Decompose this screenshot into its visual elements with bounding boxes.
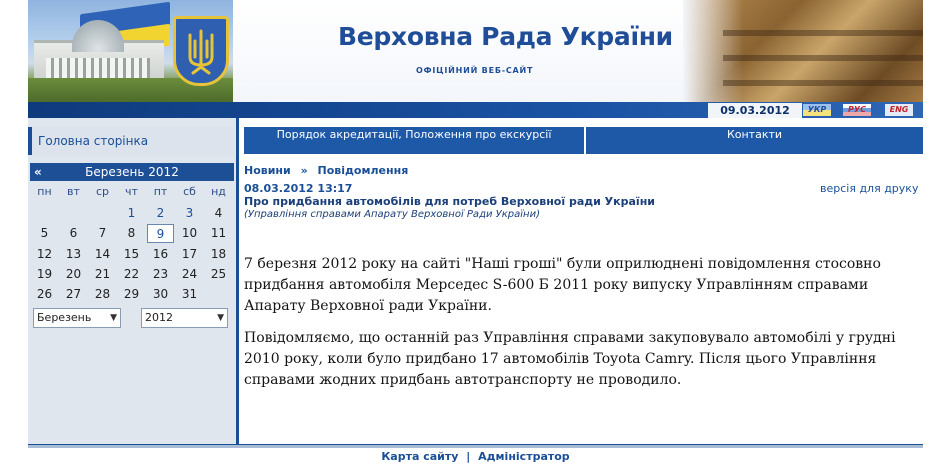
weekday-label: пн <box>37 185 52 198</box>
weekday-label: чт <box>125 185 138 198</box>
calendar-day[interactable]: 6 <box>69 226 78 241</box>
calendar-day[interactable]: 15 <box>123 246 140 261</box>
calendar-grid <box>30 204 234 304</box>
column-divider <box>236 118 239 444</box>
calendar-day[interactable]: 28 <box>94 287 111 302</box>
calendar-day[interactable]: 26 <box>36 287 53 302</box>
calendar-day[interactable]: 19 <box>36 266 53 281</box>
calendar-day[interactable]: 12 <box>36 246 53 261</box>
calendar-day[interactable]: 8 <box>127 226 136 241</box>
print-version-link[interactable]: версія для друку <box>820 182 919 195</box>
calendar-weekdays <box>30 185 234 201</box>
photo-row-shape <box>723 30 923 36</box>
calendar-day[interactable]: 23 <box>152 266 169 281</box>
weekday-label: сб <box>183 185 196 198</box>
sidebar <box>28 118 236 444</box>
calendar-header <box>30 163 234 181</box>
calendar-day[interactable]: 10 <box>181 226 198 241</box>
site-title[interactable]: Верховна Рада України <box>338 22 673 51</box>
breadcrumb-messages-link[interactable]: Повідомлення <box>317 164 409 177</box>
calendar-day[interactable]: 13 <box>65 246 82 261</box>
language-eng-button[interactable]: ENG <box>885 104 913 116</box>
calendar-day[interactable]: 11 <box>210 226 227 241</box>
calendar-day[interactable]: 30 <box>152 287 169 302</box>
calendar-day[interactable]: 22 <box>123 266 140 281</box>
trident-emblem-icon <box>173 16 229 86</box>
calendar-day[interactable]: 31 <box>181 287 198 302</box>
calendar-day[interactable]: 29 <box>123 287 140 302</box>
weekday-label: вт <box>67 185 80 198</box>
calendar-day[interactable]: 18 <box>210 246 227 261</box>
current-date: 09.03.2012 <box>708 103 802 118</box>
weekday-label: нд <box>211 185 226 198</box>
nav-contacts-link[interactable]: Контакти <box>586 127 923 154</box>
footer-divider <box>28 444 923 448</box>
month-select[interactable] <box>33 308 121 328</box>
breadcrumb <box>244 164 414 177</box>
chevron-down-icon: ▼ <box>110 313 117 323</box>
calendar-month-title: Березень 2012 <box>85 165 179 179</box>
weekday-label: пт <box>153 185 168 198</box>
article-date: 08.03.2012 13:17 <box>244 182 353 195</box>
admin-link[interactable]: Адміністратор <box>478 450 570 463</box>
footer-separator: | <box>466 450 471 463</box>
calendar-day[interactable]: 5 <box>40 226 49 241</box>
calendar-day[interactable]: 21 <box>94 266 111 281</box>
date-language-bar <box>28 102 923 118</box>
site-header <box>28 0 923 102</box>
year-select-value: 2012 <box>145 311 173 324</box>
article-paragraph: 7 березня 2012 року на сайті "Наші гроші" були оприлюднені повідомлення стосовно придбання автомобіля Мерседес S-600 Б 2011 року випуску Управлінням справами Апарату Верховної ради України. <box>244 256 881 314</box>
photo-row-shape <box>723 55 923 61</box>
article-paragraph: Повідомляємо, що останній раз Управління справами закуповувало автомобілі у грудні 2010 року, коли було придбано 17 автомобілів Toyota Camry. Після цього Управління справами жодних придбань автотранспорту не проводило. <box>244 330 896 388</box>
calendar-prev-month-button[interactable]: « <box>34 165 42 179</box>
breadcrumb-news-link[interactable]: Новини <box>244 164 291 177</box>
chevron-down-icon: ▼ <box>217 313 224 323</box>
weekday-label: ср <box>95 185 110 198</box>
year-select[interactable] <box>141 308 228 328</box>
calendar-day[interactable]: 4 <box>214 206 223 220</box>
page <box>28 0 923 472</box>
calendar-day[interactable]: 25 <box>210 266 227 281</box>
sitemap-link[interactable]: Карта сайту <box>381 450 459 463</box>
calendar-day[interactable]: 2 <box>156 206 165 220</box>
footer <box>28 450 923 463</box>
top-nav <box>244 127 923 154</box>
calendar-day[interactable]: 27 <box>65 287 82 302</box>
calendar-day[interactable]: 17 <box>181 246 198 261</box>
home-page-link[interactable]: Головна сторінка <box>28 127 234 155</box>
calendar-day-today[interactable]: 9 <box>147 224 174 243</box>
calendar-day[interactable]: 16 <box>152 246 169 261</box>
calendar-day[interactable]: 1 <box>127 206 136 220</box>
site-subtitle: ОФІЦІЙНИЙ ВЕБ-САЙТ <box>416 66 534 75</box>
calendar-day[interactable]: 24 <box>181 266 198 281</box>
month-select-value: Березень <box>37 311 92 324</box>
language-ukr-button[interactable]: УКР <box>803 104 831 116</box>
nav-accreditation-link[interactable]: Порядок акредитації, Положення про екскурсії <box>244 127 584 154</box>
language-rus-button[interactable]: РУС <box>843 104 871 116</box>
breadcrumb-separator: » <box>300 164 308 177</box>
article-source: (Управління справами Апарату Верховної Ради України) <box>244 209 540 220</box>
calendar-day[interactable]: 14 <box>94 246 111 261</box>
calendar-day[interactable]: 3 <box>185 206 194 220</box>
calendar-day[interactable]: 7 <box>98 226 107 241</box>
calendar-day[interactable]: 20 <box>65 266 82 281</box>
session-hall-photo <box>683 0 923 102</box>
photo-fade <box>683 0 743 102</box>
photo-row-shape <box>723 80 923 86</box>
article-title: Про придбання автомобілів для потреб Верховної ради України <box>244 195 656 208</box>
